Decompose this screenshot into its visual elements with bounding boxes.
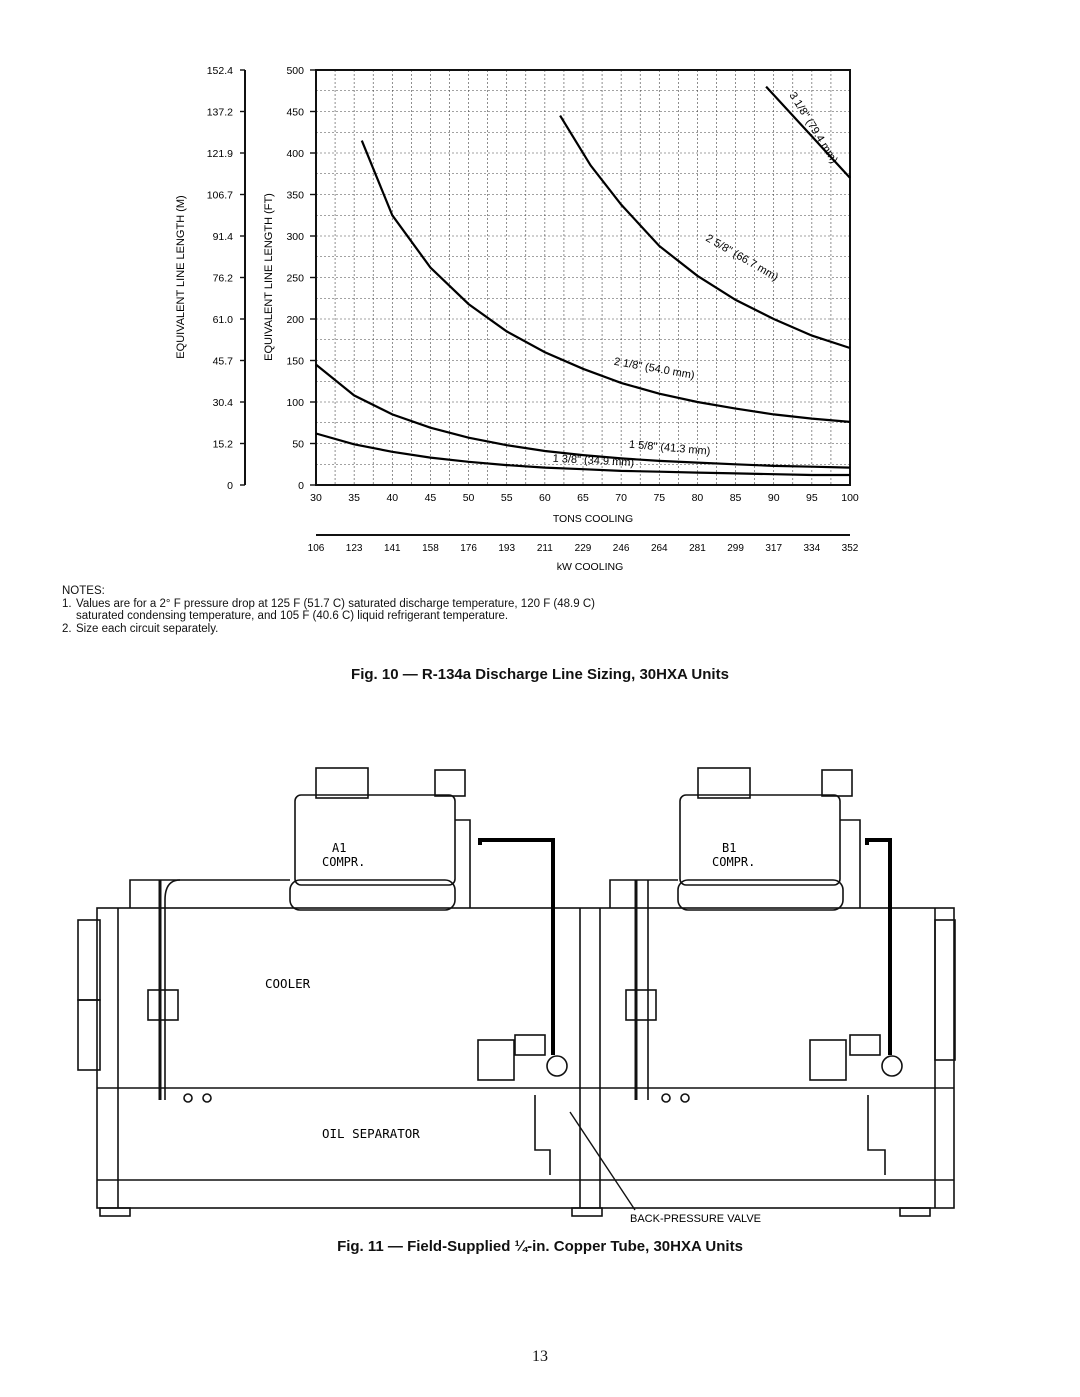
x-tick-label: 90	[767, 492, 780, 504]
x-axis-label-kw: kW COOLING	[556, 561, 624, 573]
y-tick-label: 100	[286, 397, 304, 409]
y-axis-label-ft: EQUIVALENT LINE LENGTH (FT)	[263, 193, 275, 361]
x-tick-label: 40	[386, 492, 399, 504]
m-tick-label: 152.4	[206, 65, 233, 77]
kw-tick-label: 158	[422, 543, 439, 554]
y-axis-label-m: EQUIVALENT LINE LENGTH (M)	[175, 195, 187, 359]
kw-tick-label: 334	[803, 543, 821, 554]
chart-series	[316, 87, 850, 476]
discharge-line-sizing-chart	[0, 0, 1080, 590]
label-back-pressure-valve: BACK-PRESSURE VALVE	[630, 1213, 762, 1225]
m-tick-label: 0	[227, 480, 233, 492]
x-tick-label: 50	[462, 492, 475, 504]
m-tick-label: 76.2	[212, 272, 233, 285]
kw-tick-label: 211	[536, 543, 553, 554]
y-tick-label: 50	[292, 438, 304, 451]
x-tick-label: 65	[577, 492, 589, 504]
m-tick-label: 137.2	[206, 106, 233, 119]
m-tick-label: 30.4	[212, 397, 233, 409]
kw-tick-label: 264	[650, 543, 668, 554]
compressor-a1	[295, 795, 455, 885]
x-tick-label: 100	[841, 492, 859, 504]
x-tick-label: 70	[615, 492, 627, 504]
figure10-caption: Fig. 10 — R-134a Discharge Line Sizing, 30HXA Units	[351, 666, 729, 683]
kw-tick-label: 281	[689, 543, 706, 554]
page-number: 13	[532, 1348, 548, 1365]
note-number: 1.	[62, 597, 72, 610]
note-text: Size each circuit separately.	[76, 622, 219, 635]
label-compr-a: COMPR.	[322, 855, 366, 869]
x-tick-label: 30	[310, 492, 322, 504]
y-tick-label: 0	[298, 480, 304, 492]
note-number: 2.	[62, 622, 72, 635]
figure10-notes	[62, 585, 622, 635]
x-tick-label: 85	[729, 492, 742, 504]
label-oil-separator: OIL SEPARATOR	[322, 1126, 420, 1141]
x-axis-label-tons: TONS COOLING	[552, 513, 634, 525]
figure11-caption: Fig. 11 — Field-Supplied ¼-in. Copper Tube, 30HXA Units	[337, 1238, 743, 1255]
kw-tick-label: 141	[383, 543, 401, 554]
label-a1: A1	[332, 841, 347, 855]
label-compr-b: COMPR.	[712, 855, 756, 869]
back-pressure-valve-b	[882, 1056, 902, 1076]
kw-tick-label: 229	[574, 543, 592, 554]
series-label: 1 5/8" (41.3 mm)	[628, 438, 711, 458]
unit-frame	[97, 908, 954, 1208]
x-tick-label: 75	[653, 492, 666, 504]
m-tick-label: 15.2	[212, 438, 233, 451]
chart-labels	[207, 65, 859, 554]
copper-tube-a	[480, 840, 553, 1055]
kw-tick-label: 193	[498, 543, 516, 554]
x-tick-label: 95	[806, 492, 818, 504]
y-tick-label: 500	[286, 65, 304, 77]
note-item	[62, 623, 622, 636]
kw-tick-label: 317	[765, 543, 783, 554]
note-text: Values are for a 2° F pressure drop at 125 F (51.7 C) saturated discharge temperature, 120 F (48.9 C) saturated condensing temperature, and 105 F (40.6 C) liquid refrigerant temperature.	[76, 597, 595, 622]
back-pressure-valve-a	[547, 1056, 567, 1076]
x-tick-label: 35	[348, 492, 360, 504]
series-label: 1 3/8" (34.9 mm)	[552, 452, 635, 470]
series-label: 3 1/8" (79.4 mm)	[786, 90, 840, 166]
y-tick-label: 350	[286, 189, 304, 202]
label-b1: B1	[722, 841, 737, 855]
notes-header: NOTES:	[62, 585, 105, 597]
series-label: 2 1/8" (54.0 mm)	[612, 355, 696, 382]
y-tick-label: 400	[286, 148, 304, 160]
y-tick-label: 250	[286, 272, 304, 285]
series-line	[362, 141, 850, 422]
x-tick-label: 45	[424, 492, 437, 504]
x-tick-label: 80	[691, 492, 704, 504]
m-tick-label: 61.0	[212, 314, 233, 326]
y-tick-label: 300	[286, 231, 304, 243]
kw-tick-label: 352	[841, 543, 859, 554]
x-tick-label: 60	[539, 492, 551, 504]
m-tick-label: 121.9	[206, 148, 233, 160]
m-tick-label: 106.7	[206, 189, 233, 202]
y-tick-label: 150	[286, 355, 304, 368]
series-line	[560, 116, 850, 348]
kw-tick-label: 176	[460, 543, 477, 554]
m-tick-label: 45.7	[212, 355, 233, 368]
kw-tick-label: 246	[612, 543, 630, 554]
kw-tick-label: 299	[727, 543, 744, 554]
kw-tick-label: 106	[307, 543, 325, 554]
note-item	[62, 598, 622, 623]
compressor-b1	[680, 795, 840, 885]
m-tick-label: 91.4	[212, 231, 233, 243]
y-tick-label: 450	[286, 106, 304, 119]
y-tick-label: 200	[286, 314, 304, 326]
series-label: 2 5/8" (66.7 mm)	[703, 232, 781, 284]
kw-tick-label: 123	[345, 543, 363, 554]
copper-tube-b	[867, 840, 890, 1055]
x-tick-label: 55	[500, 492, 513, 504]
label-cooler: COOLER	[265, 976, 311, 991]
chiller-unit-diagram	[0, 740, 1080, 1230]
